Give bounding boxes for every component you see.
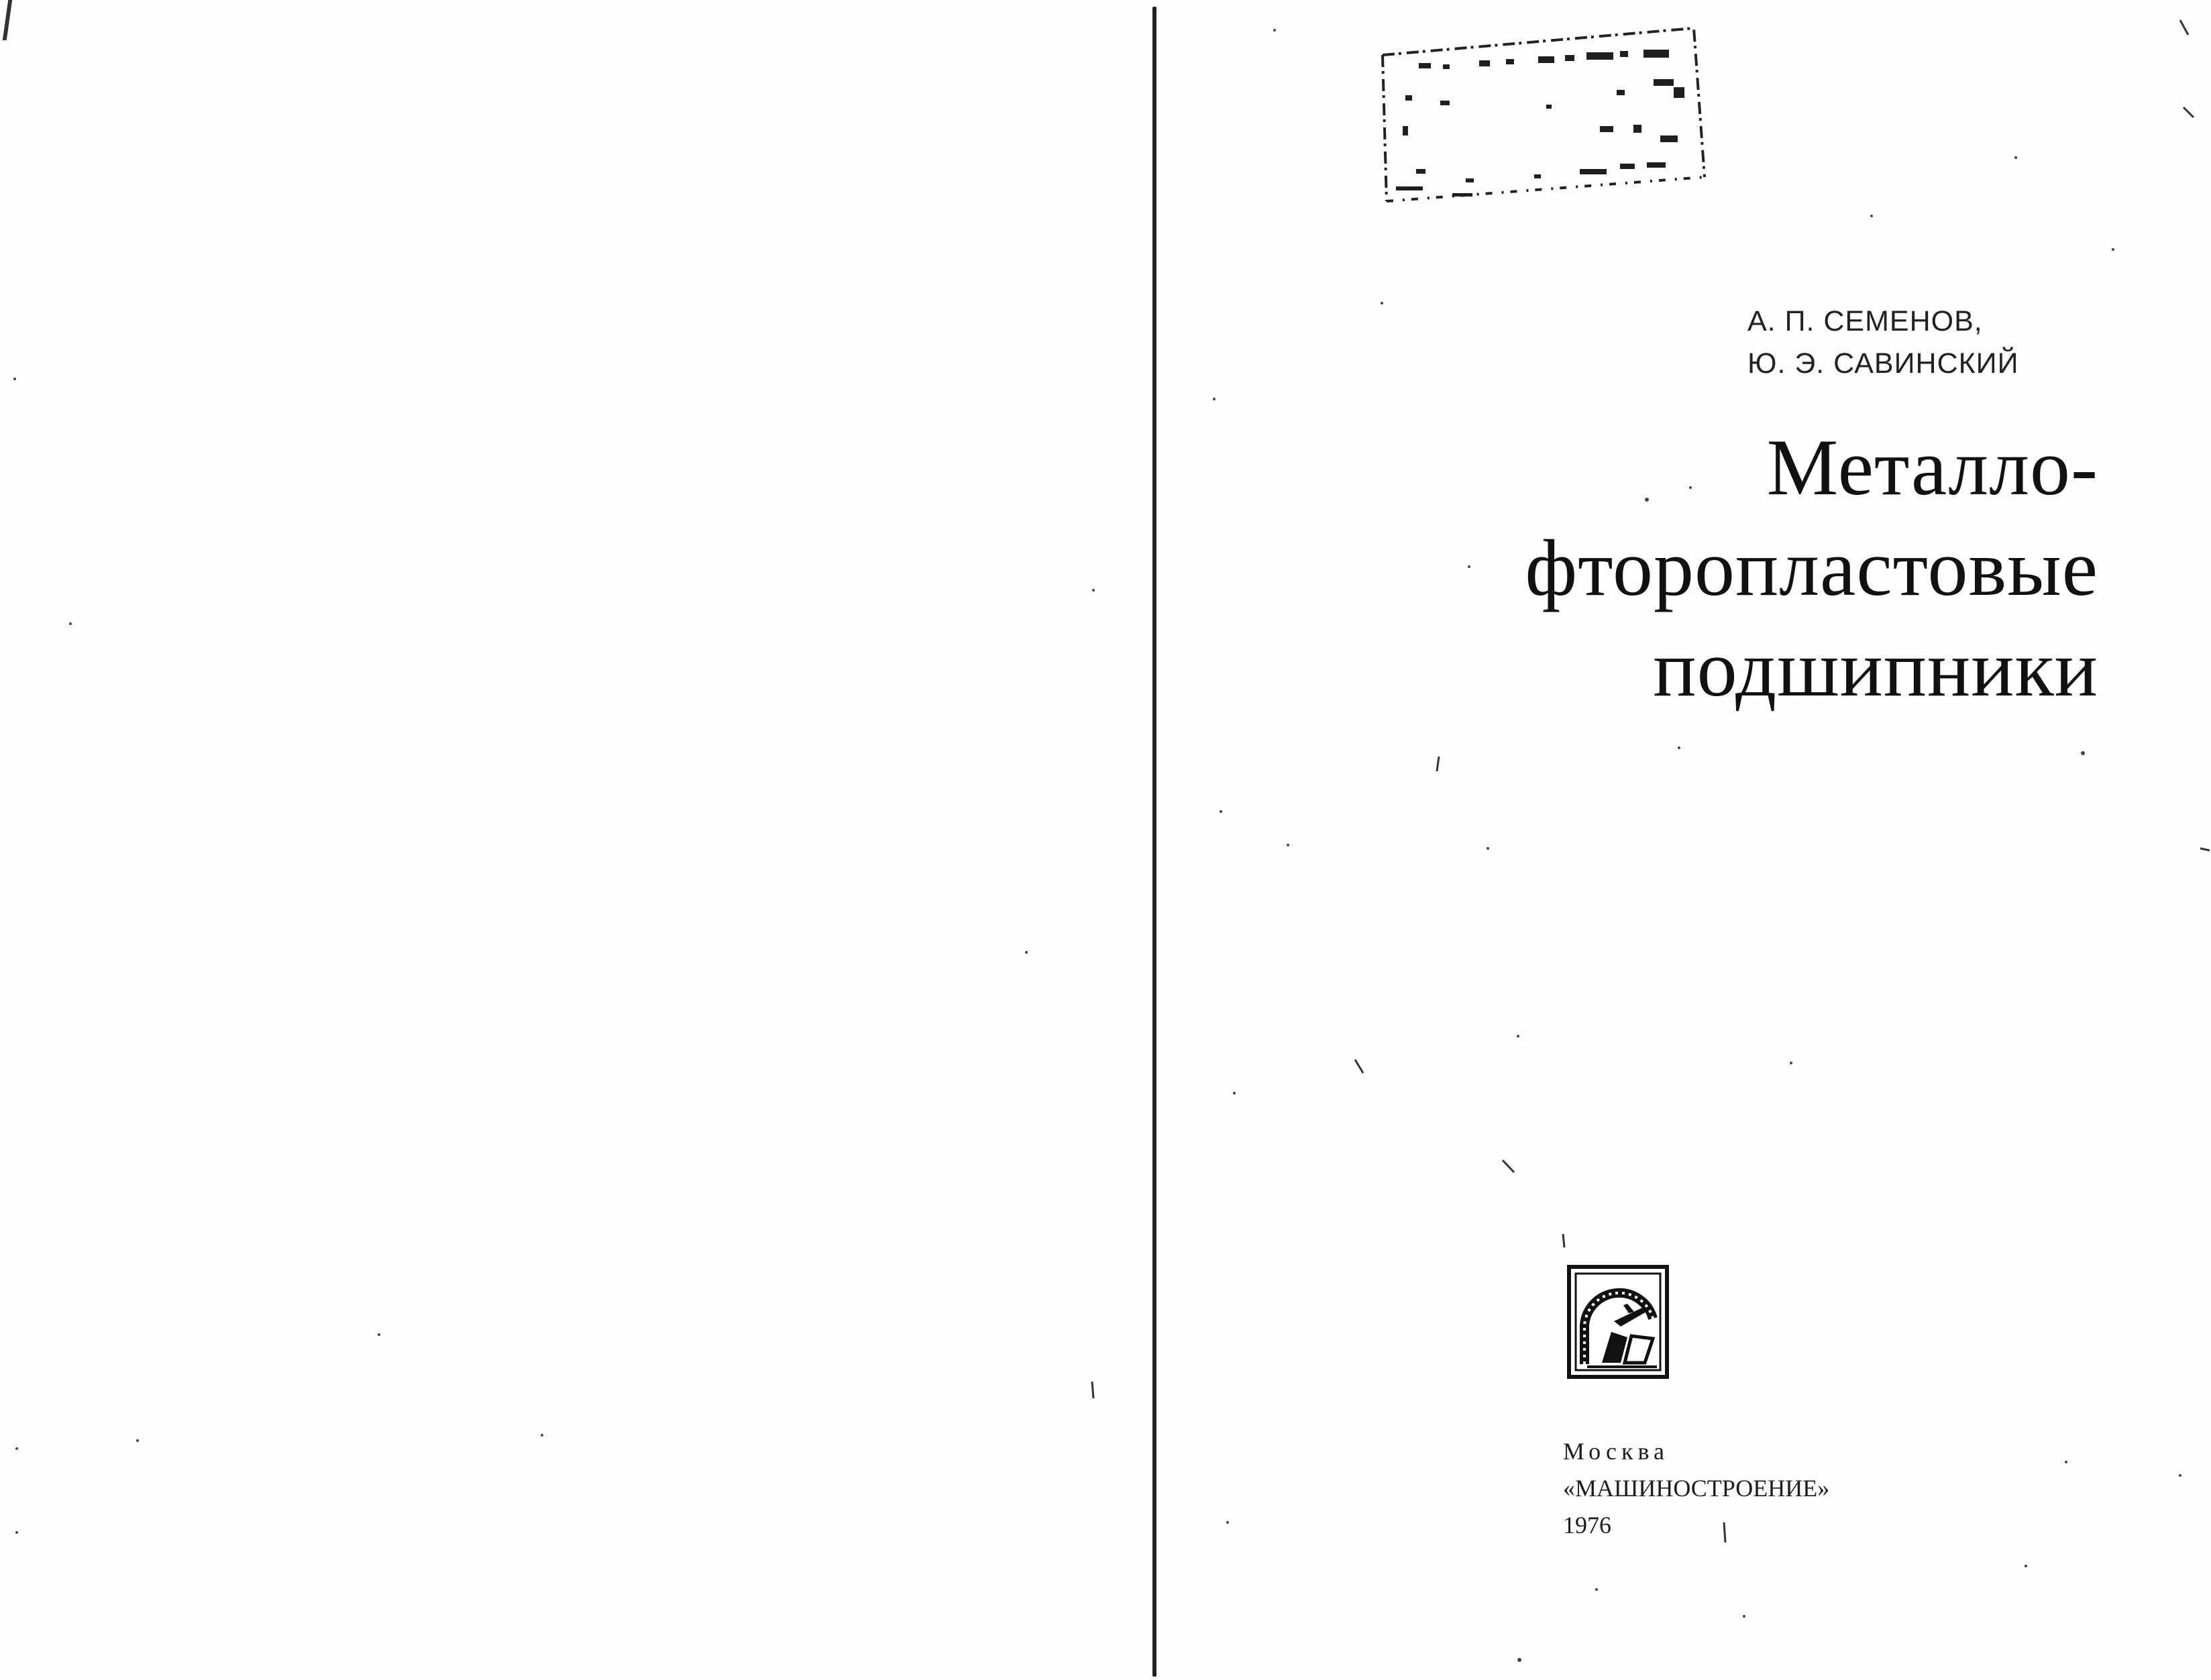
- book-title: [1525, 417, 2098, 719]
- title-line: Металло-: [1766, 423, 2098, 512]
- author-line: А. П. СЕМЕНОВ,: [1747, 305, 1983, 337]
- imprint-publisher: «МАШИНОСТРОЕНИЕ»: [1563, 1475, 1830, 1502]
- title-page: [1148, 0, 2211, 1680]
- title-line: фторопластовые: [1525, 523, 2098, 612]
- imprint-block: [1563, 1433, 1829, 1544]
- author-line: Ю. Э. САВИНСКИЙ: [1747, 347, 2019, 380]
- title-line: подшипники: [1653, 624, 2098, 713]
- imprint-city: Москва: [1563, 1438, 1669, 1465]
- imprint-year: 1976: [1563, 1512, 1611, 1538]
- authors-block: [1747, 300, 2018, 385]
- publisher-emblem-icon: [1567, 1265, 1669, 1379]
